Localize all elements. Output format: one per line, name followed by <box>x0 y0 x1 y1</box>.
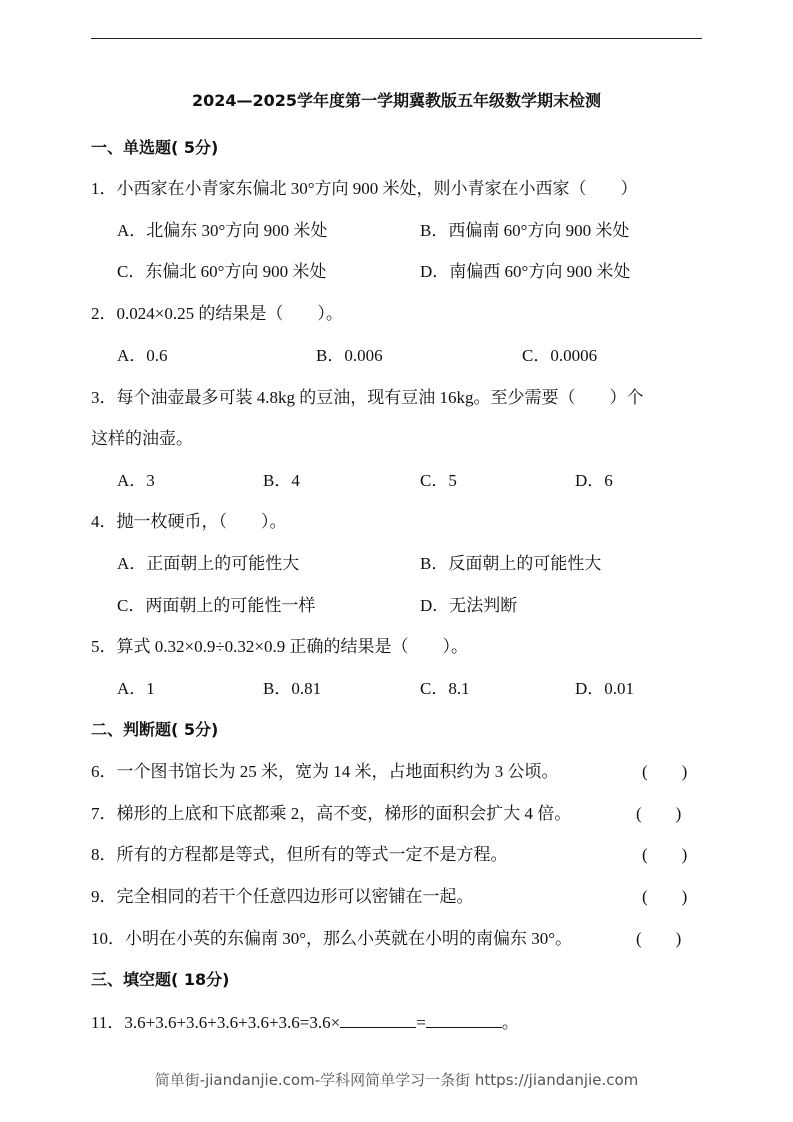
question-5: 5．算式 0.32×0.9÷0.32×0.9 正确的结果是（ ）。 <box>91 637 469 656</box>
footer-watermark: 简单街-jiandanjie.com-学科网简单学习一条街 https://jiandanjie.com <box>154 1071 639 1089</box>
period: 。 <box>501 1013 519 1032</box>
question-10: 10．小明在小英的东偏南 30°，那么小英就在小明的南偏东 30°。 <box>91 929 573 948</box>
question-6: 6．一个图书馆长为 25 米，宽为 14 米，占地面积约为 3 公顷。 <box>91 762 559 781</box>
option: B．0.006 <box>316 346 383 365</box>
answer-blank[interactable] <box>426 1011 502 1028</box>
option: A．北偏东 30°方向 900 米处 <box>117 221 328 240</box>
answer-bracket: ( ) <box>642 845 688 864</box>
question-11 <box>91 1011 519 1034</box>
option: D．无法判断 <box>420 596 518 615</box>
answer-blank[interactable] <box>340 1011 416 1028</box>
answer-bracket: ( ) <box>642 887 688 906</box>
option: D．南偏西 60°方向 900 米处 <box>420 262 631 281</box>
header-rule <box>91 38 702 39</box>
option: C．东偏北 60°方向 900 米处 <box>117 262 327 281</box>
question-1: 1．小西家在小青家东偏北 30°方向 900 米处，则小青家在小西家（ ） <box>91 179 638 198</box>
question-9: 9．完全相同的若干个任意四边形可以密铺在一起。 <box>91 887 474 906</box>
question-3-continued: 这样的油壶。 <box>91 429 193 448</box>
question-3: 3．每个油壶最多可装 4.8kg 的豆油，现有豆油 16kg。至少需要（ ）个 <box>91 388 644 407</box>
option: B．反面朝上的可能性大 <box>420 554 602 573</box>
answer-bracket: ( ) <box>636 929 682 948</box>
question-11-text: 11．3.6+3.6+3.6+3.6+3.6+3.6=3.6× <box>91 1013 341 1032</box>
option: A．1 <box>117 679 155 698</box>
page-title: 2024—2025学年度第一学期冀教版五年级数学期末检测 <box>191 91 602 110</box>
option: C．8.1 <box>420 679 470 698</box>
question-8: 8．所有的方程都是等式，但所有的等式一定不是方程。 <box>91 845 508 864</box>
section-heading-single-choice: 一、单选题( 5分) <box>91 138 219 157</box>
answer-bracket: ( ) <box>642 762 688 781</box>
equals-sign: = <box>416 1013 426 1032</box>
option: C．5 <box>420 471 457 490</box>
option: B．西偏南 60°方向 900 米处 <box>420 221 630 240</box>
option: D．6 <box>575 471 613 490</box>
option: B．0.81 <box>263 679 322 698</box>
section-heading-true-false: 二、判断题( 5分) <box>91 720 219 739</box>
option: C．两面朝上的可能性一样 <box>117 596 316 615</box>
option: D．0.01 <box>575 679 635 698</box>
option: A．3 <box>117 471 155 490</box>
section-heading-fill-blank: 三、填空题( 18分) <box>91 970 230 989</box>
question-4: 4．抛一枚硬币，（ ）。 <box>91 512 287 531</box>
option: A．正面朝上的可能性大 <box>117 554 300 573</box>
question-7: 7．梯形的上底和下底都乘 2，高不变，梯形的面积会扩大 4 倍。 <box>91 804 572 823</box>
answer-bracket: ( ) <box>636 804 682 823</box>
question-2: 2．0.024×0.25 的结果是（ ）。 <box>91 304 343 323</box>
option: B．4 <box>263 471 300 490</box>
option: A．0.6 <box>117 346 168 365</box>
option: C．0.0006 <box>522 346 598 365</box>
